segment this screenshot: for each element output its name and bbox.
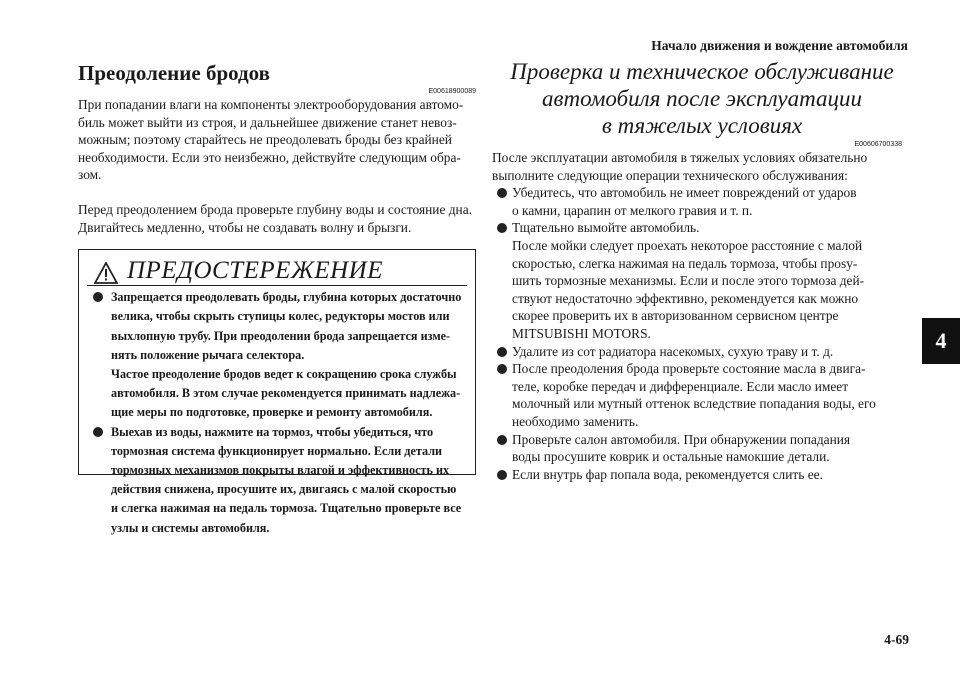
running-header: Начало движения и вождение автомобиля [651,38,908,53]
warning-box [78,249,476,535]
chapter-tab: 4 [922,318,960,364]
left-column [78,58,476,535]
text-line: выхлопную трубу. При преодолении брода запрещается изме- [111,328,451,343]
list-item [492,184,902,219]
section-code: E00606700338 [854,141,902,148]
warning-item [87,423,469,538]
paragraph-intro [492,149,902,184]
section-title-fording: Преодоление бродов [78,61,270,85]
text-line: После эксплуатации автомобиля в тяжелых условиях обязательно [492,150,868,165]
text-line: После мойки следует проехать некоторое расстояние с малой [512,237,863,253]
list-item [492,431,902,466]
list-item [492,343,902,361]
text-line: Убедитесь, что автомобиль не имеет повреждений от ударов [512,185,857,201]
bullet-icon [93,292,103,302]
text-line: необходимости. Если это неизбежно, действуйте следующим обра- [78,149,461,165]
text-line: узлы и системы автомобиля. [111,520,270,535]
text-line: и слегка нажимая на педаль тормоза. Тщательно проверьте все [111,501,462,516]
bullet-icon [93,427,103,437]
title-line: в тяжелых условиях [601,113,803,138]
text-line: Запрещается преодолевать броды, глубина которых достаточно [111,290,462,305]
section-title-maintenance [502,58,902,139]
list-item [492,466,902,484]
text-line: тормозная система функционирует нормально. Если детали [111,443,443,458]
text-line: Двигайтесь медленно, чтобы не создавать волну и брызги. [78,219,412,235]
warning-list [87,288,469,538]
text-line: скоростью, слегка нажимая на педаль тормоза, чтобы прosу- [512,255,858,271]
warning-title: ПРЕДОСТЕРЕЖЕНИЕ [127,257,383,285]
text-line: щие меры по подготовке, проверке и ремонту автомобиля. [111,405,433,420]
text-line: Выехав из воды, нажмите на тормоз, чтобы убедиться, что [111,424,434,439]
page-number: 4-69 [884,632,909,647]
text-line: После преодоления брода проверьте состояние масла в двига- [512,361,866,377]
paragraph-check-depth [78,201,476,236]
bullet-icon [497,188,507,198]
text-line: нять положение рычага селектора. [111,347,305,362]
text-line: шить тормозные механизмы. Если и после этого тормоза дей- [512,273,865,289]
text-line: ствуют недостаточно эффективно, рекомендуется как можно [512,290,859,306]
warning-item [87,288,469,422]
text-line: о камни, царапин от мелкого гравия и т. п. [512,202,753,218]
text-line: скорее проверить их в авторизованном сервисном центре [512,308,839,324]
warning-divider [87,285,467,286]
text-line: Частое преодоление бродов ведет к сокращению срока службы [111,366,457,381]
text-line: Проверьте салон автомобиля. При обнаружении попадания [512,431,851,447]
text-line: зом. [78,167,102,183]
text-line: велика, чтобы скрыть ступицы колес, редукторы мостов или [111,309,450,324]
warning-header [87,256,467,286]
text-line: MITSUBISHI MOTORS. [512,325,651,341]
text-line: Тщательно вымойте автомобиль. [512,220,700,236]
list-item [492,360,902,430]
text-line: выполните следующие операции технического обслуживания: [492,167,848,183]
bullet-icon [497,223,507,233]
title-line: Проверка и техническое обслуживание [510,59,894,84]
text-line: можным; поэтому старайтесь не преодолевать броды без крайней [78,132,452,148]
bullet-icon [497,470,507,480]
text-line: тормозных механизмов покрыты влагой и эффективность их [111,462,450,477]
text-line: При попадании влаги на компоненты электрооборудования автомо- [78,97,464,112]
bullet-icon [497,347,507,357]
right-column [492,58,902,483]
title-line: автомобиля после эксплуатации [542,86,862,111]
text-line: автомобиля. В этом случае рекомендуется принимать надлежа- [111,386,461,401]
bullet-icon [497,364,507,374]
text-line: биль может выйти из строя, и дальнейшее движение станет невоз- [78,114,457,130]
text-line: теле, коробке передач и дифференциале. Если масло имеет [512,378,849,394]
bullet-icon [497,435,507,445]
text-line: Удалите из сот радиатора насекомых, сухую траву и т. д. [512,343,834,359]
text-line: Перед преодолением брода проверьте глубину воды и состояние дна. [78,201,473,217]
text-line: молочный или мутный оттенок вследствие попадания воды, его [512,396,876,412]
list-item [492,219,902,342]
section-code: E00618900089 [428,88,476,95]
text-line: необходимо заменить. [512,413,639,429]
text-line: Если внутрь фар попала вода, рекомендуется слить ее. [512,466,823,482]
paragraph-intro [78,96,476,184]
text-line: воды просушите коврик и остальные намокшие детали. [512,449,830,465]
warning-triangle-icon [94,262,118,284]
text-line: действия снижена, просушите их, двигаясь с малой скоростью [111,482,457,497]
